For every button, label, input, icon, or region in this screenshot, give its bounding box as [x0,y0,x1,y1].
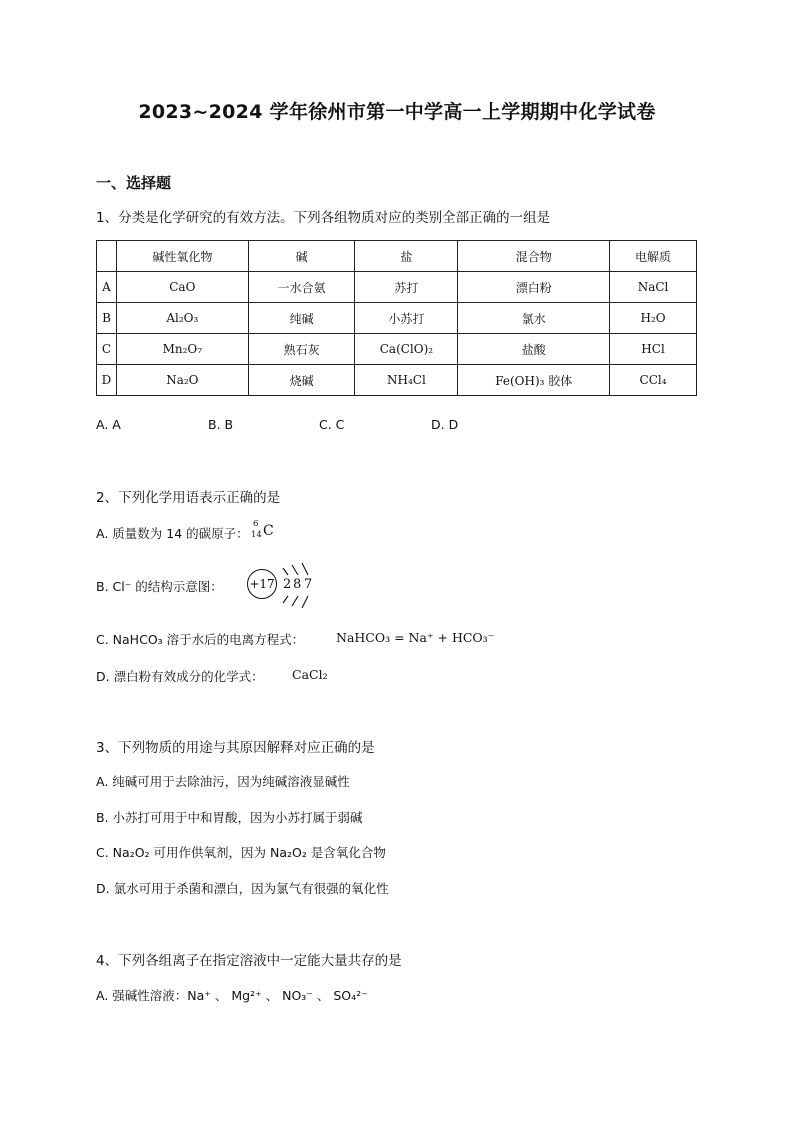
option-a[interactable]: A. 纯碱可用于去除油污，因为纯碱溶液显碱性 [96,774,350,789]
option-b[interactable]: B. Cl⁻ 的结构示意图： [96,579,223,594]
mass-number: 6 [253,519,259,529]
table-cell: 熟石灰 [248,334,355,365]
table-cell: 一水合氨 [248,272,355,303]
table-cell: Ca(ClO)₂ [355,334,458,365]
ionization-equation: NaHCO₃ = Na⁺ + HCO₃⁻ [336,630,495,645]
option-a[interactable]: A. A [96,417,121,432]
nucleus-circle: +17 [247,569,277,599]
shell-electrons: 7 [304,577,313,592]
option-c[interactable]: C. C [319,417,345,432]
classification-table [96,240,697,396]
table-cell: C [97,334,117,365]
table-header-row [97,241,697,272]
table-cell: 苏打 [355,272,458,303]
table-cell: CaO [116,272,248,303]
option-c[interactable]: C. NaHCO₃ 溶于水后的电离方程式： [96,632,305,647]
table-cell: D [97,365,117,396]
table-cell: Fe(OH)₃ 胶体 [458,365,610,396]
carbon-isotope-notation [253,519,283,541]
table-cell: A [97,272,117,303]
option-b[interactable]: B. B [208,417,234,432]
option-b[interactable]: B. 小苏打可用于中和胃酸，因为小苏打属于弱碱 [96,810,363,825]
option-a[interactable]: A. 强碱性溶液：Na⁺ 、 Mg²⁺ 、 NO₃⁻ 、 SO₄²⁻ [96,988,368,1003]
option-c[interactable]: C. Na₂O₂ 可用作供氧剂，因为 Na₂O₂ 是含氧化合物 [96,845,386,860]
section-heading: 一、选择题 [96,174,172,192]
atomic-structure-diagram [247,562,317,608]
shell-electrons: 8 [293,577,302,592]
option-d[interactable]: D. 氯水可用于杀菌和漂白，因为氯气有很强的氧化性 [96,881,389,896]
table-cell: NH₄Cl [355,365,458,396]
question-1-stem: 1、分类是化学研究的有效方法。下列各组物质对应的类别全部正确的一组是 [96,210,551,226]
table-row [97,272,697,303]
option-d[interactable]: D. 漂白粉有效成分的化学式： [96,669,264,684]
option-a[interactable]: A. 质量数为 14 的碳原子： [96,526,249,541]
table-header-cell: 电解质 [610,241,697,272]
table-cell: Na₂O [116,365,248,396]
table-header-cell: 盐 [355,241,458,272]
table-cell: 小苏打 [355,303,458,334]
table-cell: Mn₂O₇ [116,334,248,365]
atomic-number: 14 [251,530,262,540]
page-title: 2023~2024 学年徐州市第一中学高一上学期期中化学试卷 [138,101,656,123]
table-header-cell [97,241,117,272]
table-header-cell: 碱 [248,241,355,272]
table-cell: NaCl [610,272,697,303]
question-3-stem: 3、下列物质的用途与其原因解释对应正确的是 [96,740,375,756]
table-cell: CCl₄ [610,365,697,396]
chemical-formula: CaCl₂ [292,667,328,682]
table-cell: 盐酸 [458,334,610,365]
option-d[interactable]: D. D [431,417,459,432]
shell-electrons: 2 [283,577,292,592]
table-cell: 漂白粉 [458,272,610,303]
table-cell: B [97,303,117,334]
table-header-cell: 碱性氧化物 [116,241,248,272]
table-header-cell: 混合物 [458,241,610,272]
question-2-stem: 2、下列化学用语表示正确的是 [96,490,281,506]
table-cell: 烧碱 [248,365,355,396]
element-symbol: C [263,523,274,539]
table-cell: HCl [610,334,697,365]
table-cell: 纯碱 [248,303,355,334]
table-row [97,334,697,365]
table-row [97,365,697,396]
table-row [97,303,697,334]
table-cell: 氯水 [458,303,610,334]
table-cell: Al₂O₃ [116,303,248,334]
table-cell: H₂O [610,303,697,334]
question-4-stem: 4、下列各组离子在指定溶液中一定能大量共存的是 [96,953,402,969]
